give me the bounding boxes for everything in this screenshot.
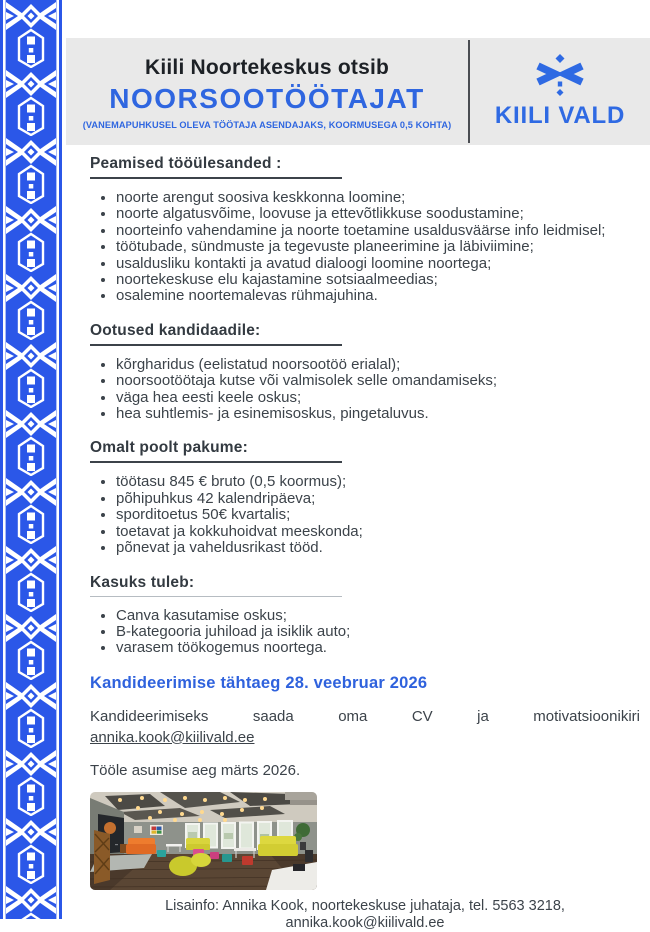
offer-list <box>90 474 640 556</box>
section-heading-duties: Peamised tööülesanded : <box>90 155 342 179</box>
list-item: • põnevat ja vaheldusrikast tööd. <box>116 540 640 556</box>
youth-center-photo <box>90 792 317 890</box>
section-heading-expectations: Ootused kandidaadile: <box>90 322 342 346</box>
list-item: • kõrgharidus (eelistatud noorsootöö erialal); <box>116 357 640 373</box>
footer-contact <box>90 898 640 932</box>
youth-center-interior-photo-icon <box>90 792 317 890</box>
section-heading-offer: Omalt poolt pakume: <box>90 439 342 463</box>
footer-line1: Lisainfo: Annika Kook, noortekeskuse juhataja, tel. 5563 3218, <box>165 897 565 914</box>
section-heading-advantages: Kasuks tuleb: <box>90 574 342 597</box>
list-item: • hea suhtlemis- ja esinemisoskus, pingetaluvus. <box>116 406 640 422</box>
list-item: • noortekeskuse elu kajastamine sotsiaalmeedias; <box>116 272 640 288</box>
advantages-list <box>90 608 640 657</box>
estonian-folk-pattern-border <box>0 0 62 919</box>
list-item: • töötubade, sündmuste ja tegevuste planeerimine ja läbiviimine; <box>116 239 640 255</box>
logo-text: KIILI VALD <box>494 101 626 129</box>
folk-pattern-icon <box>0 0 62 919</box>
apply-instructions: Kandideerimiseks saada oma CV ja motivatsioonikiri <box>90 707 640 725</box>
header-title-block <box>66 38 468 145</box>
list-item: • sporditoetus 50€ kvartalis; <box>116 507 640 523</box>
duties-list <box>90 190 640 305</box>
apply-email-line <box>90 729 640 746</box>
poster-page <box>62 0 650 931</box>
list-item: • noorte arengut soosiva keskkonna loomine; <box>116 190 640 206</box>
content <box>90 155 640 932</box>
apply-email-link[interactable]: annika.kook@kiilivald.ee <box>90 728 255 746</box>
ad-subtitle: (VANEMAPUHKUSEL OLEVA TÖÖTAJA ASENDAJAKS, KOORMUSEGA 0,5 KOHTA) <box>82 119 452 130</box>
list-item: • Canva kasutamise oskus; <box>116 608 640 624</box>
list-item: • noorteinfo vahendamine ja noorte toetamine usaldusväärse info leidmisel; <box>116 223 640 239</box>
logo-block <box>470 38 650 145</box>
list-item: • noorsootöötaja kutse või valmisolek selle omandamiseks; <box>116 373 640 389</box>
application-deadline: Kandideerimise tähtaeg 28. veebruar 2026 <box>90 673 428 692</box>
ad-title: Kiili Noortekeskus otsib <box>144 55 390 79</box>
list-item: • B-kategooria juhiload ja isiklik auto; <box>116 624 640 640</box>
ad-position-title: NOORSOOTÖÖTAJAT <box>109 82 425 114</box>
expectations-list <box>90 357 640 423</box>
header <box>66 38 650 145</box>
kiili-vald-emblem-icon <box>528 54 592 100</box>
list-item: • väga hea eesti keele oskus; <box>116 390 640 406</box>
footer-line2: annika.kook@kiilivald.ee <box>285 914 445 931</box>
list-item: • põhipuhkus 42 kalendripäeva; <box>116 491 640 507</box>
list-item: • töötasu 845 € bruto (0,5 koormus); <box>116 474 640 490</box>
list-item: • varasem töökogemus noortega. <box>116 640 640 656</box>
list-item: • toetavat ja kokkuhoidvat meeskonda; <box>116 524 640 540</box>
list-item: • osalemine noortemalevas rühmajuhina. <box>116 288 640 304</box>
start-date: Tööle asumise aeg märts 2026. <box>90 761 301 779</box>
list-item: • noorte algatusvõime, loovuse ja ettevõtlikkuse soodustamine; <box>116 206 640 222</box>
list-item: • usaldusliku kontakti ja avatud dialoogi loomine noortega; <box>116 256 640 272</box>
